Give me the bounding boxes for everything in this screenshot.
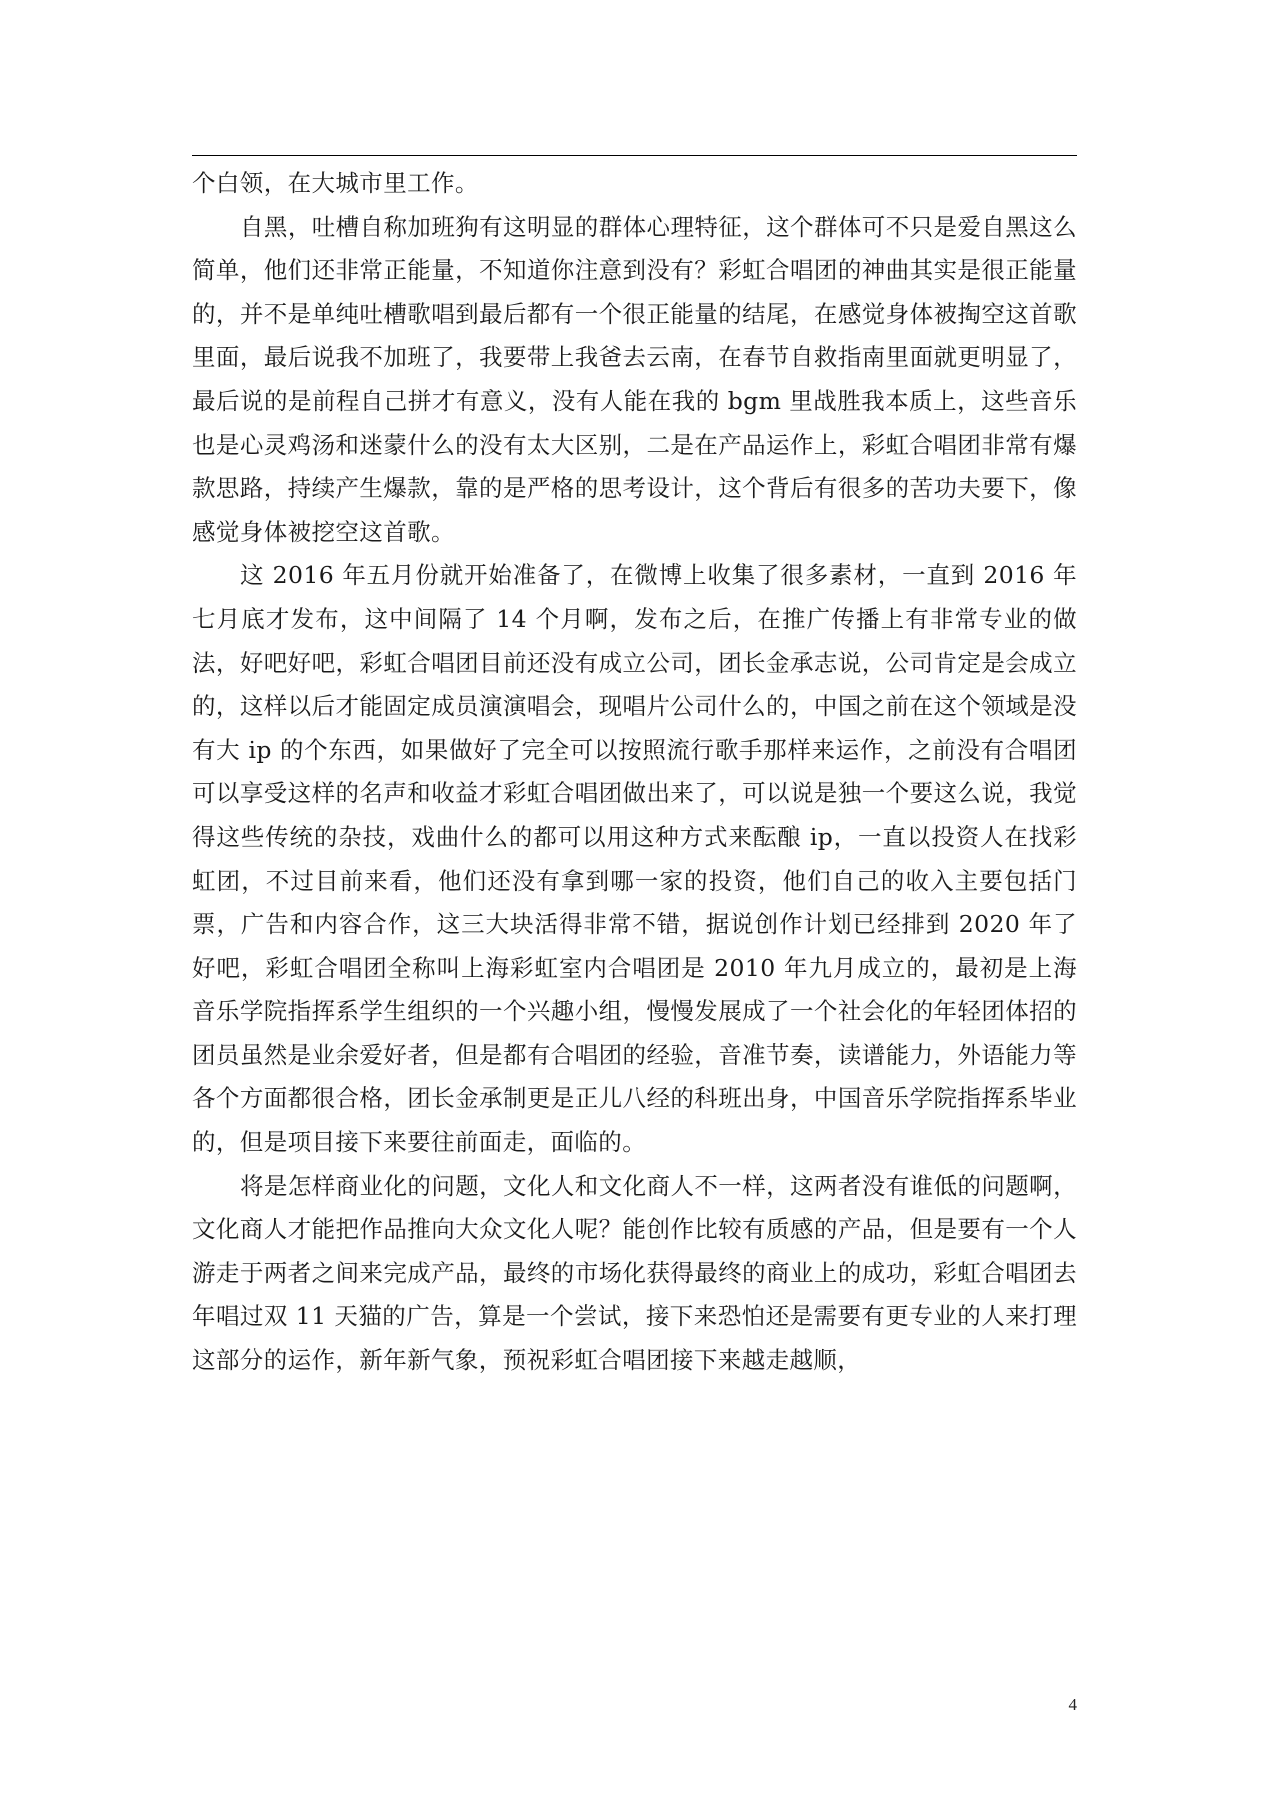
page-number: 4 — [1068, 1695, 1077, 1714]
paragraph: 这 2016 年五月份就开始准备了，在微博上收集了很多素材，一直到 2016 年七月底才发布，这中间隔了 14 个月啊，发布之后，在推广传播上有非常专业的做法，好吧好吧，彩虹合唱团目前还没有成立公司，团长金承志说，公司肯定是会成立的，这样以后才能固定成员演演唱会，现唱片公司什么的，中国之前在这个领域是没有大 ip 的个东西，如果做好了完全可以按照流行歌手那样来运作，之前没有合唱团可以享受这样的名声和收益才彩虹合唱团做出来了，可以说是独一个要这么说，我觉得这些传统的杂技，戏曲什么的都可以用这种方式来酝酿 ip，一直以投资人在找彩虹团，不过目前来看，他们还没有拿到哪一家的投资，他们自己的收入主要包括门票，广告和内容合作，这三大块活得非常不错，据说创作计划已经排到 2020 年了好吧，彩虹合唱团全称叫上海彩虹室内合唱团是 2010 年九月成立的，最初是上海音乐学院指挥系学生组织的一个兴趣小组，慢慢发展成了一个社会化的年轻团体招的团员虽然是业余爱好者，但是都有合唱团的经验，音准节奏，读谱能力，外语能力等各个方面都很合格，团长金承制更是正儿八经的科班出身，中国音乐学院指挥系毕业的，但是项目接下来要往前面走，面临的。 — [192, 561, 1077, 1157]
paragraph-continuation: 个白领，在大城市里工作。 — [192, 169, 479, 197]
paragraph: 自黑，吐槽自称加班狗有这明显的群体心理特征，这个群体可不只是爱自黑这么简单，他们还非常正能量，不知道你注意到没有？彩虹合唱团的神曲其实是很正能量的，并不是单纯吐槽歌唱到最后都有一个很正能量的结尾，在感觉身体被掏空这首歌里面，最后说我不加班了，我要带上我爸去云南，在春节自救指南里面就更明显了，最后说的是前程自己拼才有意义，没有人能在我的 bgm 里战胜我本质上，这些音乐也是心灵鸡汤和迷蒙什么的没有太大区别，二是在产品运作上，彩虹合唱团非常有爆款思路，持续产生爆款，靠的是严格的思考设计，这个背后有很多的苦功夫要下，像感觉身体被挖空这首歌。 — [192, 212, 1077, 546]
header-rule — [192, 155, 1077, 156]
paragraph: 将是怎样商业化的问题，文化人和文化商人不一样，这两者没有谁低的问题啊，文化商人才能把作品推向大众文化人呢？能创作比较有质感的产品，但是要有一个人游走于两者之间来完成产品，最终的市场化获得最终的商业上的成功，彩虹合唱团去年唱过双 11 天猫的广告，算是一个尝试，接下来恐怕还是需要有更专业的人来打理这部分的运作，新年新气象，预祝彩虹合唱团接下来越走越顺， — [192, 1171, 1077, 1375]
body-text — [192, 162, 1077, 1383]
